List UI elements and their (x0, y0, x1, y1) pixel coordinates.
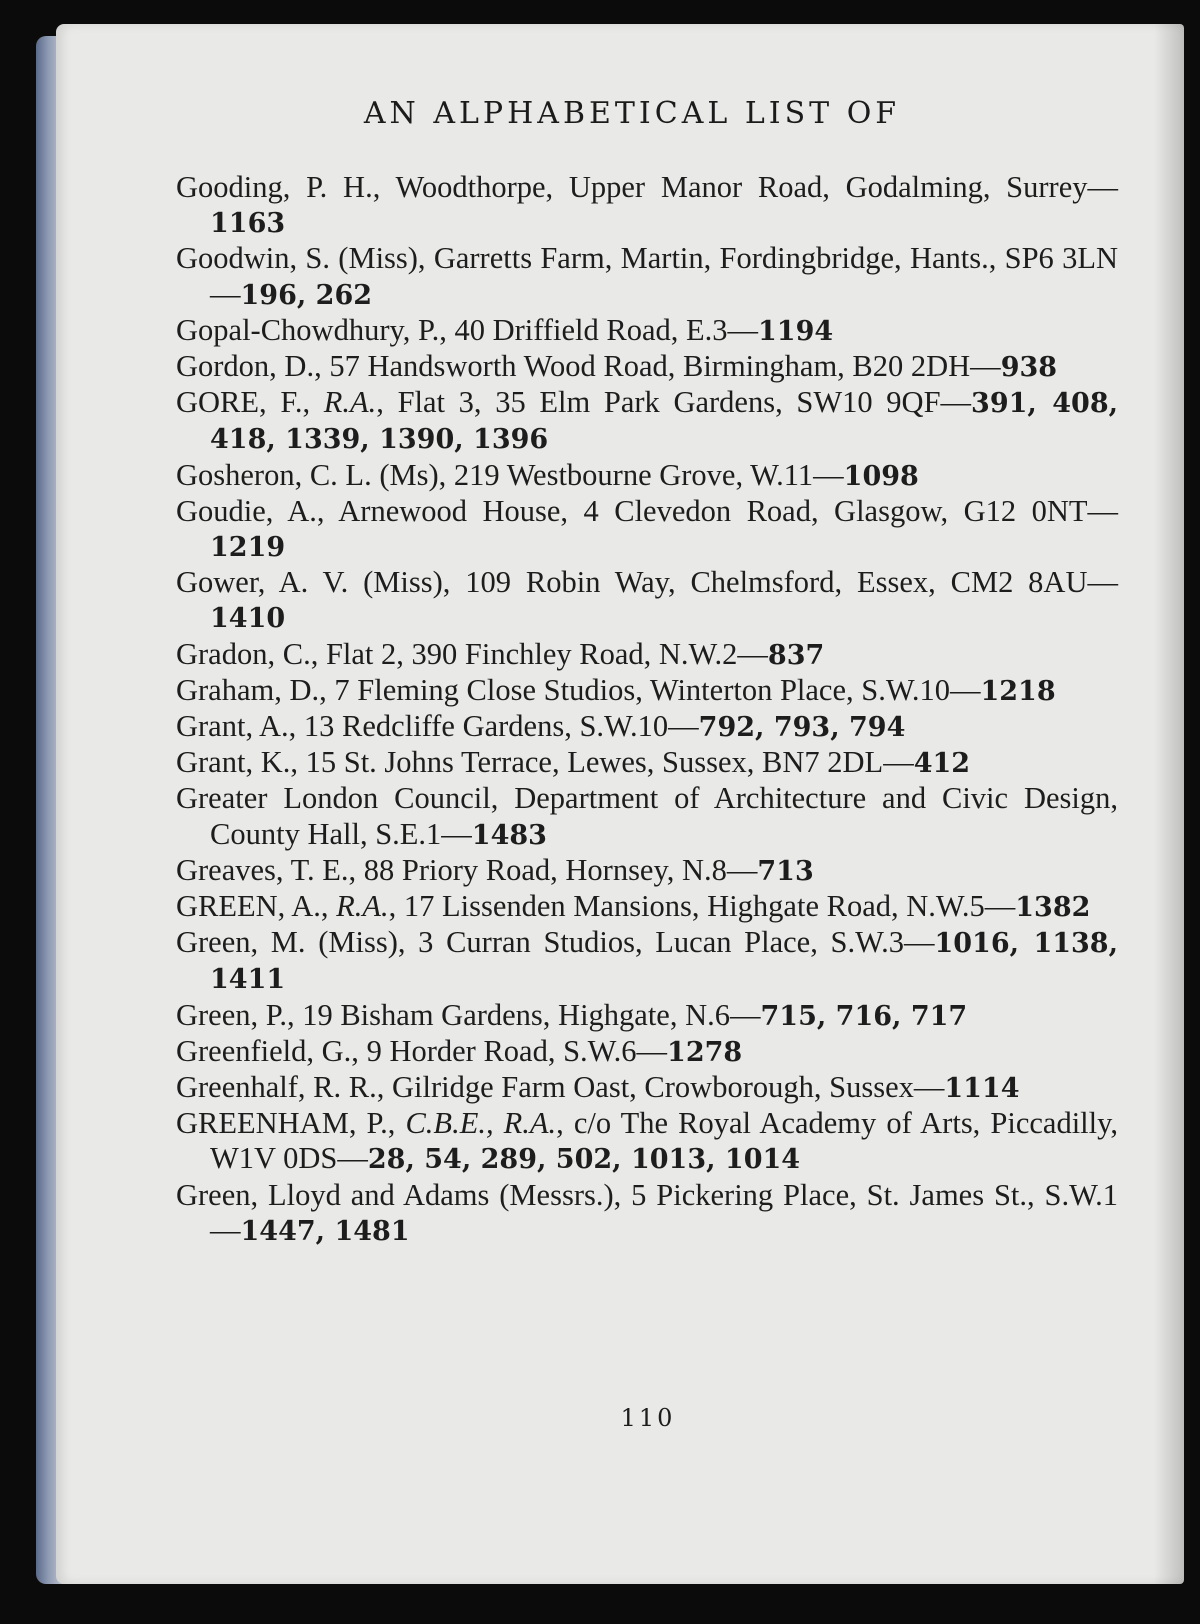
entry-name: Green, P., (176, 997, 295, 1032)
entry-name: Gosheron, C. L. (Ms), (176, 457, 447, 492)
entry-refs: 28, 54, 289, 502, 1013, 1014 (367, 1144, 801, 1176)
entry-refs: 1098 (843, 460, 919, 492)
list-entry (176, 673, 1118, 709)
list-entry (176, 709, 1118, 745)
list-entry (176, 313, 1118, 349)
entry-address: 5 Pickering Place, St. James St., S.W.1— (210, 1177, 1118, 1247)
entry-name: Greenhalf, R. R., (176, 1070, 385, 1105)
entry-name: Grant, K., (176, 745, 298, 780)
list-entry (176, 925, 1118, 997)
entry-name: Gordon, D., (176, 349, 322, 384)
entry-name: Goudie, A., (176, 493, 325, 528)
entry-address: 109 Robin Way, Chelmsford, Essex, CM2 8AU— (450, 565, 1118, 600)
entry-address: , 17 Lissenden Mansions, Highgate Road, N.W.5— (388, 889, 1016, 924)
entry-name: Grant, A., (176, 709, 297, 744)
entry-address: 88 Priory Road, Hornsey, N.8— (356, 852, 758, 887)
entry-refs: 938 (1000, 352, 1058, 384)
entry-honors: R.A. (336, 889, 389, 924)
entry-refs: 792, 793, 794 (698, 712, 906, 744)
entry-address: 219 Westbourne Grove, W.11— (446, 457, 844, 492)
entry-address: Arnewood House, 4 Clevedon Road, Glasgow, G12 0NT— (324, 493, 1118, 528)
entry-address: 19 Bisham Gardens, Highgate, N.6— (294, 997, 761, 1032)
entry-address: 3 Curran Studios, Lucan Place, S.W.3— (405, 925, 935, 960)
page-heading: AN ALPHABETICAL LIST OF (363, 96, 901, 131)
list-entry (176, 637, 1118, 673)
entry-refs: 196, 262 (240, 279, 373, 311)
entry-refs: 1382 (1015, 892, 1091, 924)
entry-address: 7 Fleming Close Studios, Winterton Place, S.W.10— (326, 672, 981, 707)
entry-honors: C.B.E., R.A. (405, 1106, 557, 1141)
entry-refs: 1278 (667, 1036, 743, 1068)
entry-refs: 1219 (210, 532, 286, 564)
entry-address: 57 Handsworth Wood Road, Birmingham, B20 2DH— (321, 349, 1001, 384)
entry-refs: 715, 716, 717 (760, 1000, 968, 1032)
entry-name: GREENHAM, P., (176, 1106, 396, 1141)
entry-address: Woodthorpe, Upper Manor Road, Godalming, Surrey— (380, 170, 1118, 204)
entry-name: Greaves, T. E., (176, 852, 357, 887)
list-entry (176, 1106, 1118, 1177)
entry-address: 13 Redcliffe Gardens, S.W.10— (296, 709, 699, 744)
entry-address: Flat 2, 390 Finchley Road, N.W.2— (318, 636, 768, 671)
entry-name: Graham, D., (176, 672, 327, 707)
entry-address: , Flat 3, 35 Elm Park Gardens, SW10 9QF— (376, 385, 972, 420)
entry-refs: 1114 (944, 1073, 1020, 1105)
list-entry (176, 1034, 1118, 1070)
list-entry (176, 565, 1118, 636)
list-entry (176, 853, 1118, 889)
entry-address: Gilridge Farm Oast, Crowborough, Sussex— (384, 1070, 945, 1105)
list-entry (176, 458, 1118, 494)
list-entry (176, 349, 1118, 385)
entry-refs: 1410 (210, 603, 286, 635)
list-entry (176, 385, 1118, 457)
entry-name: Greenfield, G., (176, 1033, 359, 1068)
entry-name: GREEN, A., (176, 889, 329, 924)
list-entry (176, 1178, 1118, 1249)
entry-address: , c/o The Royal Academy of Arts, Piccadilly, W1V 0DS— (210, 1106, 1119, 1176)
entry-name: GORE, F., (176, 385, 311, 420)
directory-list (176, 170, 1118, 1249)
entry-refs: 1483 (471, 819, 547, 851)
entry-address: Garretts Farm, Martin, Fordingbridge, Hants., SP6 3LN— (210, 241, 1118, 311)
entry-refs: 412 (913, 748, 971, 780)
list-entry (176, 1070, 1118, 1106)
entry-refs: 1163 (210, 208, 286, 240)
entry-name: Gooding, P. H., (176, 170, 381, 204)
entry-refs: 1218 (980, 675, 1056, 707)
entry-refs: 837 (767, 639, 825, 671)
entry-address: 9 Horder Road, S.W.6— (358, 1033, 668, 1068)
entry-name: Goodwin, S. (Miss), (176, 241, 426, 276)
entry-refs: 713 (757, 855, 814, 887)
entry-refs: 391, 408, 418, 1339, 1390, 1396 (210, 388, 1119, 456)
entry-name: Green, M. (Miss), (176, 925, 406, 960)
entry-refs: 1194 (758, 315, 834, 347)
list-entry (176, 781, 1118, 852)
list-entry (176, 170, 1118, 241)
entry-name: Gradon, C., (176, 636, 319, 671)
entry-address: Department of Architecture and Civic Design, County Hall, S.E.1— (210, 781, 1119, 851)
entry-refs: 1016, 1138, 1411 (210, 928, 1118, 996)
page-number: 110 (620, 1404, 676, 1432)
entry-name: Gopal-Chowdhury, P., (176, 312, 447, 347)
entry-honors: R.A. (323, 385, 377, 420)
list-entry (176, 998, 1118, 1034)
list-entry (176, 889, 1118, 925)
entry-address: 40 Driffield Road, E.3— (446, 312, 758, 347)
entry-name: Greater London Council, (176, 781, 499, 816)
list-entry (176, 745, 1118, 781)
entry-name: Green, Lloyd and Adams (Messrs.), (176, 1177, 622, 1212)
list-entry (176, 241, 1118, 312)
entry-refs: 1447, 1481 (240, 1215, 410, 1247)
entry-name: Gower, A. V. (Miss), (176, 565, 451, 600)
list-entry (176, 494, 1118, 565)
entry-address: 15 St. Johns Terrace, Lewes, Sussex, BN7 2DL— (297, 745, 914, 780)
page-gutter-shadow (1154, 24, 1184, 1584)
